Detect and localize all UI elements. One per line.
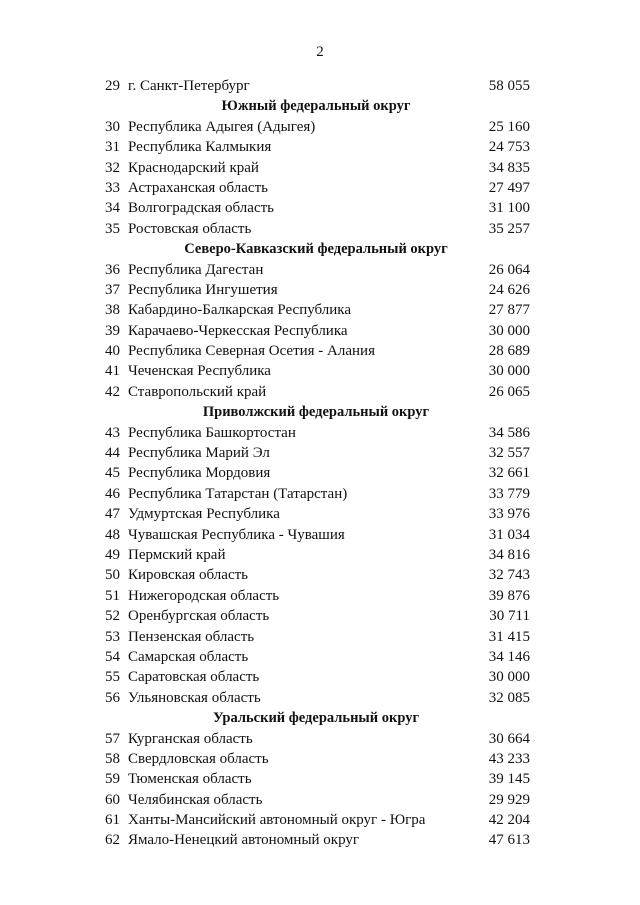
region-name: Кабардино-Балкарская Республика — [128, 302, 352, 319]
table-row — [98, 749, 534, 769]
region-value: 32 661 — [488, 465, 530, 482]
row-number: 42 — [105, 383, 120, 400]
region-name: Пермский край — [128, 546, 226, 563]
row-number: 60 — [105, 791, 120, 808]
row-number: 40 — [105, 343, 120, 360]
row-number: 56 — [105, 689, 120, 706]
row-number: 52 — [105, 608, 120, 625]
region-name: Оренбургская область — [128, 608, 270, 625]
region-value: 47 613 — [488, 832, 530, 849]
table-row — [98, 178, 534, 198]
region-value: 43 233 — [488, 750, 530, 767]
region-value: 28 689 — [488, 343, 530, 360]
region-name: Республика Марий Эл — [128, 445, 270, 462]
row-number: 57 — [105, 730, 120, 747]
region-value: 33 976 — [488, 506, 530, 523]
region-name: Ханты-Мансийский автономный округ - Югра — [128, 812, 426, 829]
row-number: 55 — [105, 669, 120, 686]
row-number: 61 — [105, 812, 120, 829]
table-row — [98, 198, 534, 218]
region-name: Республика Мордовия — [128, 465, 271, 482]
row-number: 53 — [105, 628, 120, 645]
region-name: Ямало-Ненецкий автономный округ — [128, 832, 360, 849]
region-name: Чеченская Республика — [128, 363, 271, 380]
region-name: Волгоградская область — [128, 200, 274, 217]
region-value: 39 876 — [488, 587, 530, 604]
region-value: 31 034 — [488, 526, 530, 543]
region-value: 31 100 — [488, 200, 530, 217]
table-row — [98, 769, 534, 789]
region-name: Чувашская Республика - Чувашия — [128, 526, 345, 543]
region-name: г. Санкт-Петербург — [128, 78, 250, 94]
table-row — [98, 606, 534, 626]
region-value: 25 160 — [488, 118, 530, 135]
table-row — [98, 647, 534, 667]
region-name: Республика Татарстан (Татарстан) — [128, 485, 348, 502]
region-name: Курганская область — [128, 730, 253, 747]
region-value: 34 586 — [488, 424, 530, 441]
district-heading: Уральский федеральный округ — [212, 710, 420, 727]
table-row — [98, 504, 534, 524]
table-row — [98, 137, 534, 157]
row-number: 47 — [105, 506, 120, 523]
region-name: Удмуртская Республика — [128, 506, 280, 523]
region-value: 24 626 — [488, 281, 530, 298]
region-name: Краснодарский край — [128, 159, 259, 176]
district-heading: Приволжский федеральный округ — [202, 404, 430, 421]
table-row — [98, 667, 534, 687]
region-value: 32 085 — [488, 689, 530, 706]
table-row — [98, 545, 534, 565]
table-row — [98, 280, 534, 300]
row-number: 51 — [105, 587, 120, 604]
table-row — [98, 260, 534, 280]
row-number: 50 — [105, 567, 120, 584]
region-value: 30 000 — [488, 363, 530, 380]
region-value: 39 145 — [488, 771, 530, 788]
region-value: 30 711 — [489, 608, 530, 625]
row-number: 41 — [105, 363, 120, 380]
table-row — [98, 321, 534, 341]
region-name: Свердловская область — [128, 750, 269, 767]
row-number: 35 — [105, 220, 120, 237]
region-value: 34 816 — [488, 546, 530, 563]
row-number: 43 — [105, 424, 120, 441]
region-value: 27 877 — [488, 302, 530, 319]
row-number: 49 — [105, 546, 120, 563]
row-number: 32 — [105, 159, 120, 176]
row-number: 48 — [105, 526, 120, 543]
region-value: 58 055 — [488, 78, 530, 94]
district-heading: Северо-Кавказский федеральный округ — [184, 241, 448, 258]
table-row — [98, 76, 534, 96]
table-row — [98, 219, 534, 239]
region-value: 32 557 — [488, 445, 530, 462]
region-name: Карачаево-Черкесская Республика — [128, 322, 348, 339]
table-row — [98, 830, 534, 850]
table-row — [98, 423, 534, 443]
table-row — [98, 341, 534, 361]
region-value: 26 064 — [488, 261, 530, 278]
region-name: Самарская область — [128, 648, 249, 665]
region-value: 35 257 — [488, 220, 530, 237]
row-number: 38 — [105, 302, 120, 319]
table-row — [98, 525, 534, 545]
region-name: Астраханская область — [128, 179, 268, 196]
page-number: 2 — [316, 44, 324, 60]
row-number: 59 — [105, 771, 120, 788]
region-table — [98, 76, 534, 851]
row-number: 34 — [105, 200, 120, 217]
row-number: 44 — [105, 445, 120, 462]
row-number: 37 — [105, 281, 120, 298]
region-value: 34 835 — [488, 159, 530, 176]
region-name: Челябинская область — [128, 791, 263, 808]
region-name: Республика Калмыкия — [128, 139, 272, 156]
region-value: 33 779 — [488, 485, 530, 502]
region-name: Кировская область — [128, 567, 249, 584]
table-row — [98, 565, 534, 585]
table-row — [98, 484, 534, 504]
row-number: 29 — [105, 78, 120, 94]
region-value: 31 415 — [488, 628, 530, 645]
row-number: 30 — [105, 118, 120, 135]
region-value: 30 000 — [488, 322, 530, 339]
region-name: Ульяновская область — [128, 689, 261, 706]
region-name: Республика Северная Осетия - Алания — [128, 343, 375, 360]
region-name: Саратовская область — [128, 669, 260, 686]
region-value: 42 204 — [488, 812, 530, 829]
table-row — [98, 729, 534, 749]
row-number: 46 — [105, 485, 120, 502]
row-number: 36 — [105, 261, 120, 278]
region-value: 32 743 — [488, 567, 530, 584]
region-value: 24 753 — [488, 139, 530, 156]
district-heading: Южный федеральный округ — [221, 98, 411, 115]
region-name: Республика Ингушетия — [128, 281, 278, 298]
table-row — [98, 361, 534, 381]
region-value: 30 000 — [488, 669, 530, 686]
row-number: 39 — [105, 322, 120, 339]
row-number: 33 — [105, 179, 120, 196]
region-name: Нижегородская область — [128, 587, 280, 604]
row-number: 31 — [105, 139, 120, 156]
region-name: Республика Башкортостан — [128, 424, 296, 441]
region-value: 29 929 — [488, 791, 530, 808]
region-value: 27 497 — [488, 179, 530, 196]
region-name: Ростовская область — [128, 220, 252, 237]
region-name: Тюменская область — [128, 771, 252, 788]
region-name: Республика Адыгея (Адыгея) — [128, 118, 316, 135]
row-number: 54 — [105, 648, 120, 665]
row-number: 62 — [105, 832, 120, 849]
table-row — [98, 443, 534, 463]
region-value: 26 065 — [488, 383, 530, 400]
table-row — [98, 382, 534, 402]
table-row — [98, 810, 534, 830]
table-row — [98, 627, 534, 647]
table-row — [98, 463, 534, 483]
table-row — [98, 117, 534, 137]
region-value: 34 146 — [488, 648, 530, 665]
table-row — [98, 790, 534, 810]
region-value: 30 664 — [488, 730, 530, 747]
region-name: Республика Дагестан — [128, 261, 264, 278]
row-number: 58 — [105, 750, 120, 767]
region-name: Пензенская область — [128, 628, 255, 645]
table-row — [98, 688, 534, 708]
table-row — [98, 158, 534, 178]
region-name: Ставропольский край — [128, 383, 267, 400]
table-row — [98, 300, 534, 320]
table-row — [98, 586, 534, 606]
row-number: 45 — [105, 465, 120, 482]
